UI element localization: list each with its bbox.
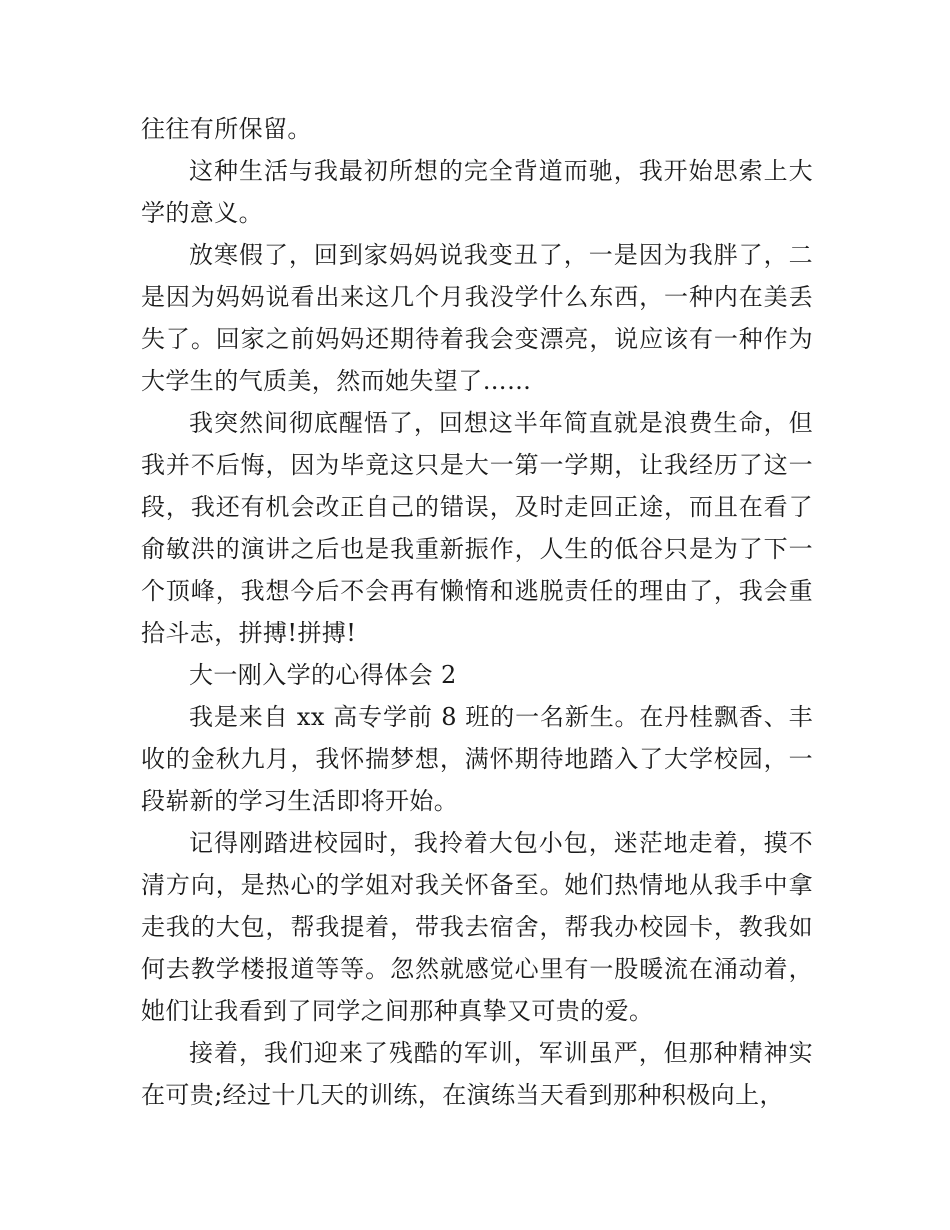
document-page [141,108,813,1116]
paragraph: 记得刚踏进校园时，我拎着大包小包，迷茫地走着，摸不清方向，是热心的学姐对我关怀备至。她们热情地从我手中拿走我的大包，帮我提着，带我去宿舍，帮我办校园卡，教我如何去教学楼报道等等。忽然就感觉心里有一股暖流在涌动着，她们让我看到了同学之间那种真挚又可贵的爱。 [141,829,813,1025]
paragraph: 这种生活与我最初所想的完全背道而驰，我开始思索上大学的意义。 [141,157,813,227]
section-heading: 大一刚入学的心得体会 2 [189,661,457,689]
paragraph: 我突然间彻底醒悟了，回想这半年简直就是浪费生命，但我并不后悔，因为毕竟这只是大一第一学期，让我经历了这一段，我还有机会改正自己的错误，及时走回正途，而且在看了俞敏洪的演讲之后也是我重新振作，人生的低谷只是为了下一个顶峰，我想今后不会再有懒惰和逃脱责任的理由了，我会重拾斗志，拼搏!拼搏! [141,409,813,647]
paragraph-continuation: 往往有所保留。 [141,115,312,143]
paragraph: 我是来自 xx 高专学前 8 班的一名新生。在丹桂飘香、丰收的金秋九月，我怀揣梦想，满怀期待地踏入了大学校园，一段崭新的学习生活即将开始。 [141,703,813,815]
paragraph: 放寒假了，回到家妈妈说我变丑了，一是因为我胖了，二是因为妈妈说看出来这几个月我没学什么东西，一种内在美丢失了。回家之前妈妈还期待着我会变漂亮，说应该有一种作为大学生的气质美，然而她失望了…… [141,241,813,395]
paragraph: 接着，我们迎来了残酷的军训，军训虽严，但那种精神实在可贵;经过十几天的训练，在演练当天看到那种积极向上， [141,1039,813,1109]
